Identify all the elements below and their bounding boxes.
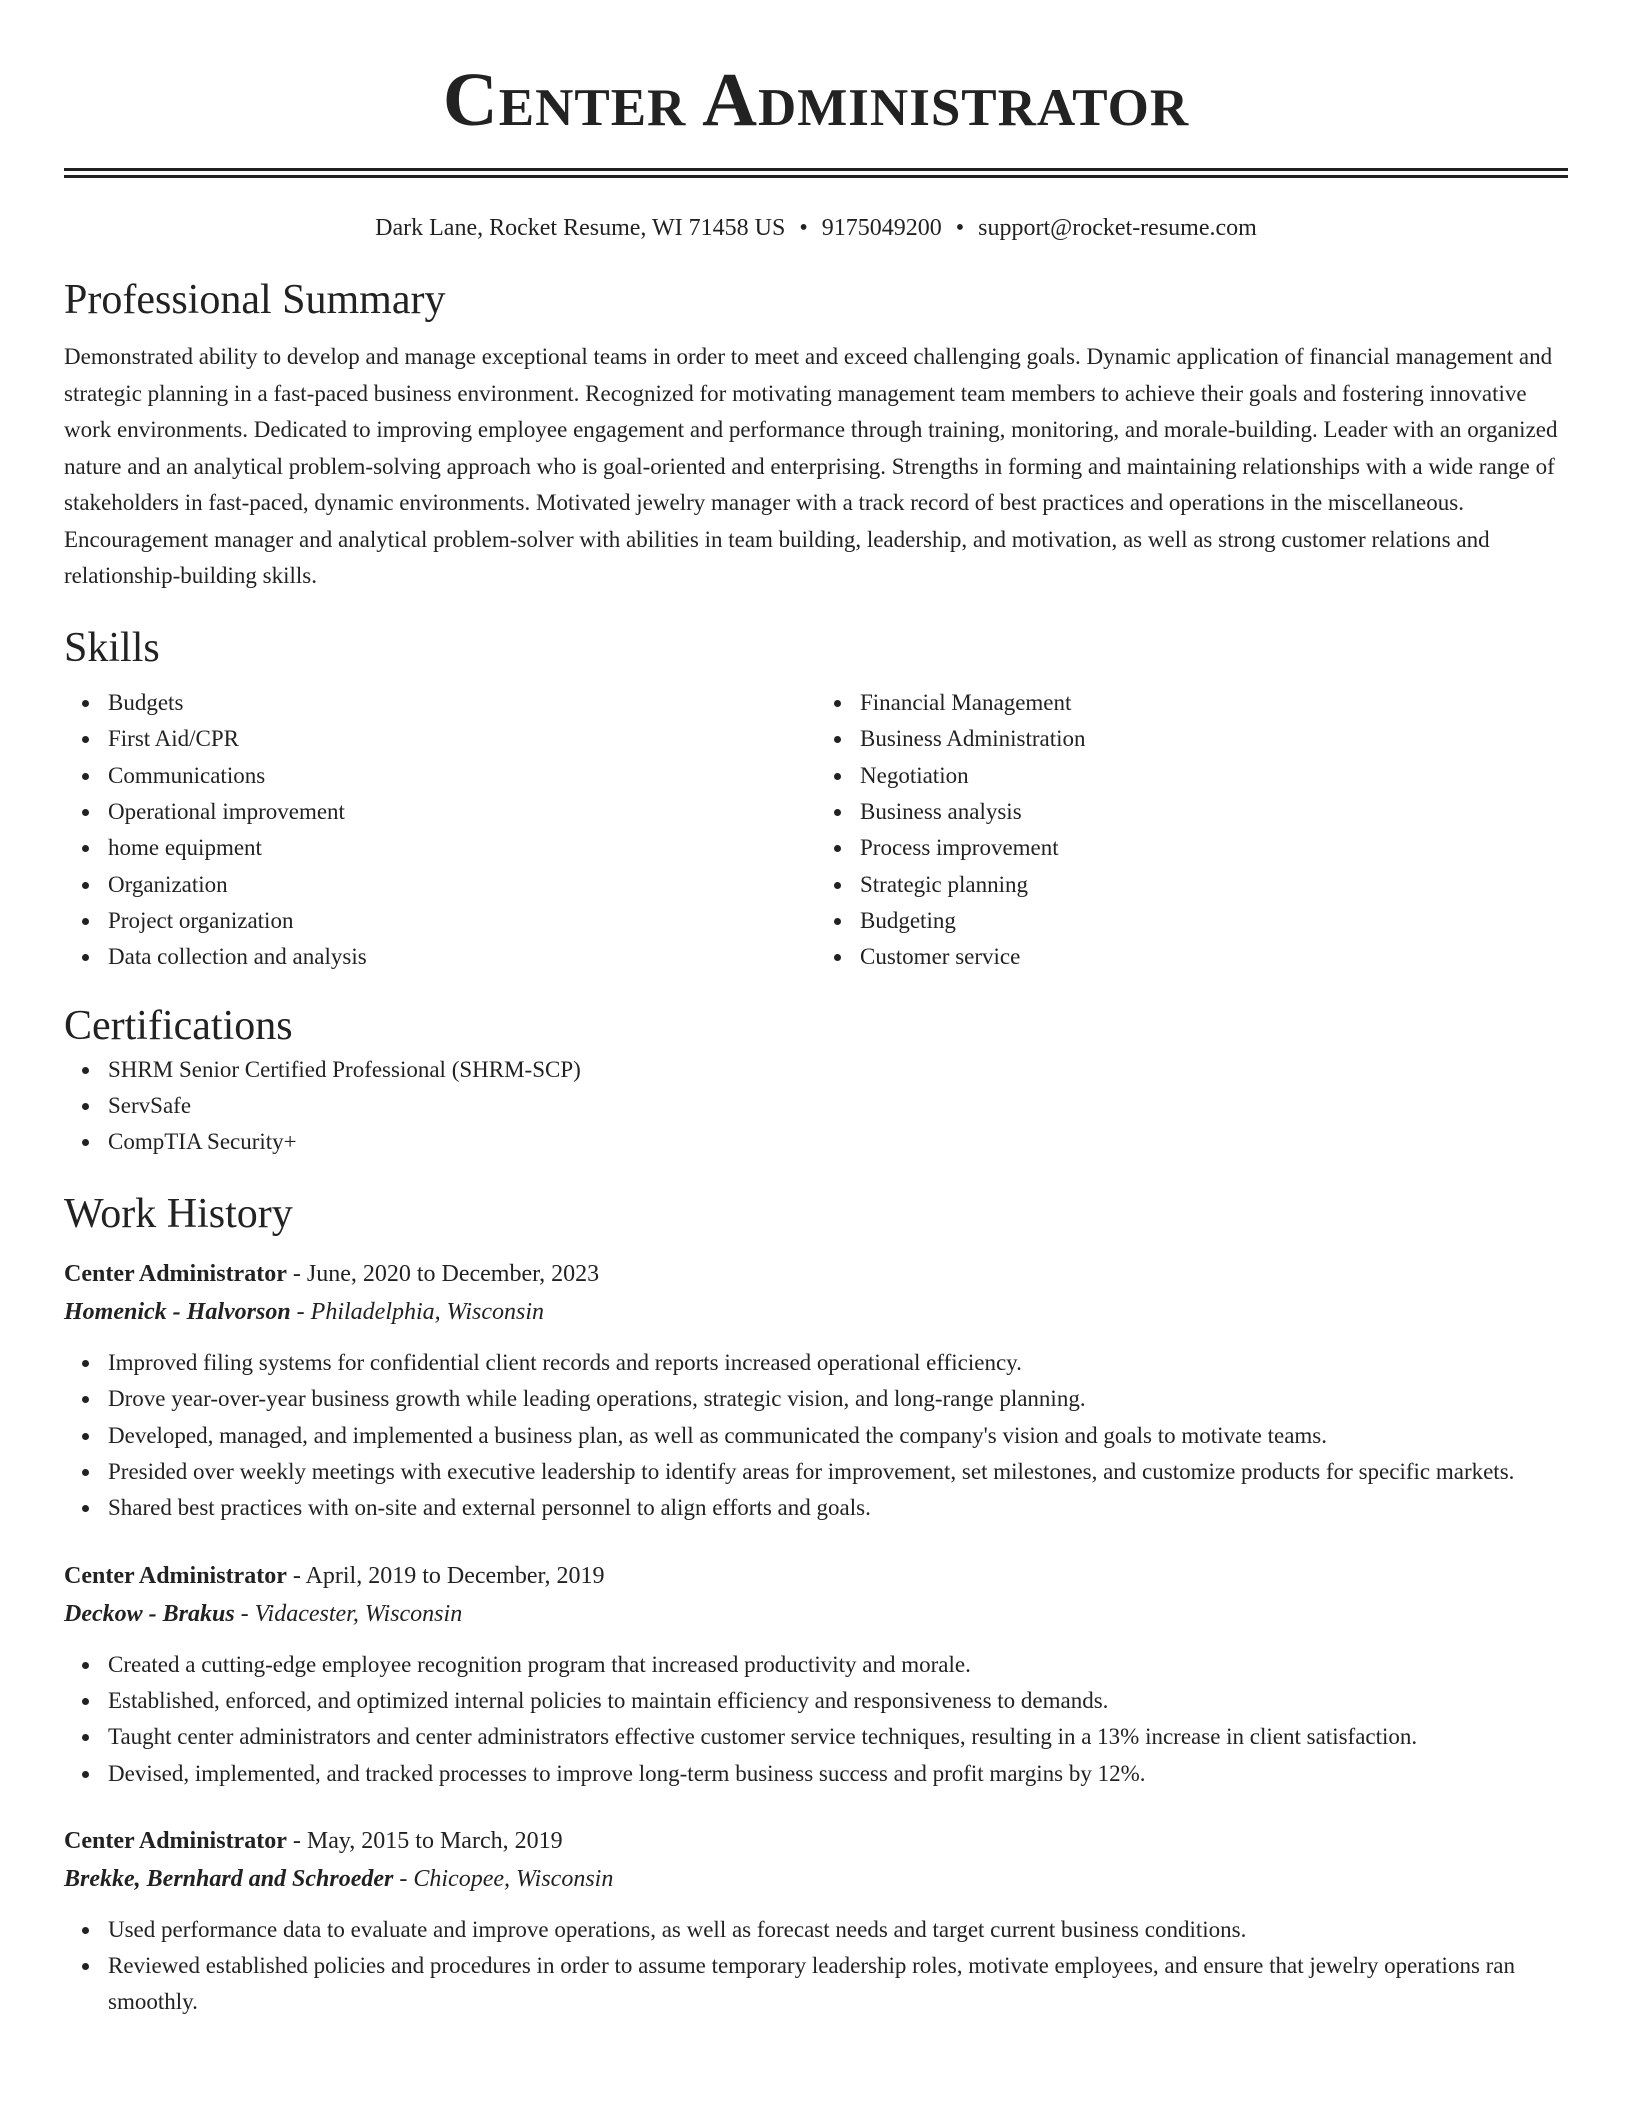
certifications-heading: Certifications [64, 1003, 293, 1050]
job-bullet: Developed, managed, and implemented a business plan, as well as communicated the company's vision and goals to motivate teams. [64, 1418, 1568, 1454]
job-company-line [64, 1293, 1568, 1331]
job-role: Center Administrator [64, 1261, 287, 1288]
skill-item: First Aid/CPR [64, 721, 816, 757]
contact-separator: • [799, 215, 808, 241]
certification-item: CompTIA Security+ [64, 1124, 1568, 1160]
job-company: Homenick - Halvorson [64, 1299, 291, 1326]
job-bullet: Used performance data to evaluate and improve operations, as well as forecast needs and target current business conditions. [64, 1912, 1568, 1948]
job-company: Deckow - Brakus [64, 1600, 235, 1627]
job-title-line [64, 1255, 1568, 1293]
skill-item: Budgets [64, 685, 816, 721]
skill-item: Negotiation [816, 758, 1568, 794]
job-bullet: Devised, implemented, and tracked processes to improve long-term business success and profit margins by 12%. [64, 1756, 1568, 1792]
job-bullet: Reviewed established policies and procedures in order to assume temporary leadership roles, motivate employees, and ensure that jewelry operations ran smoothly. [64, 1948, 1568, 2021]
title-double-rule [64, 168, 1568, 178]
job-location: - Philadelphia, Wisconsin [290, 1299, 544, 1326]
skills-right-list [816, 685, 1568, 975]
certification-item: ServSafe [64, 1088, 1568, 1124]
skills-heading: Skills [64, 624, 160, 671]
job-dates: - April, 2019 to December, 2019 [286, 1562, 605, 1589]
job-bullet: Improved filing systems for confidential client records and reports increased operational efficiency. [64, 1345, 1568, 1381]
job-bullet: Drove year-over-year business growth while leading operations, strategic vision, and long-range planning. [64, 1381, 1568, 1417]
skill-item: Financial Management [816, 685, 1568, 721]
work-history-heading: Work History [64, 1190, 293, 1237]
job-entry [64, 1822, 1568, 2021]
summary-text: Demonstrated ability to develop and manage exceptional teams in order to meet and exceed challenging goals. Dynamic application of financial management and strategic planning in a fast-paced business environment. Recognized for motivating management team members to achieve their goals and fostering innovative work environments. Dedicated to improving employee engagement and performance through training, monitoring, and morale-building. Leader with an organized nature and an analytical problem-solving approach who is goal-oriented and enterprising. Strengths in forming and maintaining relationships with a wide range of stakeholders in fast-paced, dynamic environments. Motivated jewelry manager with a track record of best practices and operations in the miscellaneous. Encouragement manager and analytical problem-solver with abilities in team building, leadership, and motivation, as well as strong customer relations and relationship-building skills. [64, 344, 1558, 589]
contact-separator: • [955, 215, 965, 241]
certification-item: SHRM Senior Certified Professional (SHRM-SCP) [64, 1052, 1568, 1088]
skills-columns [64, 685, 1568, 975]
skill-item: Customer service [816, 939, 1568, 975]
skill-item: Operational improvement [64, 794, 816, 830]
contact-address: Dark Lane, Rocket Resume, WI 71458 US [375, 215, 786, 241]
job-bullet: Presided over weekly meetings with executive leadership to identify areas for improvement, set milestones, and customize products for specific markets. [64, 1454, 1568, 1490]
job-dates: - June, 2020 to December, 2023 [286, 1261, 600, 1288]
job-company-line [64, 1595, 1568, 1633]
job-bullet: Shared best practices with on-site and external personnel to align efforts and goals. [64, 1490, 1568, 1526]
skill-item: Budgeting [816, 903, 1568, 939]
summary-heading: Professional Summary [64, 276, 446, 323]
skill-item: Data collection and analysis [64, 939, 816, 975]
skills-left-list [64, 685, 816, 975]
job-location: - Vidacester, Wisconsin [234, 1600, 463, 1627]
skill-item: Business analysis [816, 794, 1568, 830]
job-title-line [64, 1822, 1568, 1860]
certifications-list [64, 1052, 1568, 1161]
skill-item: home equipment [64, 830, 816, 866]
skill-item: Business Administration [816, 721, 1568, 757]
job-bullets [64, 1647, 1568, 1792]
skill-item: Strategic planning [816, 867, 1568, 903]
job-bullets [64, 1912, 1568, 2021]
resume-title: Center Administrator [442, 58, 1190, 142]
contact-email[interactable]: support@rocket-resume.com [978, 215, 1257, 241]
job-company-line [64, 1860, 1568, 1898]
job-location: - Chicopee, Wisconsin [393, 1865, 614, 1892]
job-role: Center Administrator [64, 1562, 287, 1589]
skill-item: Project organization [64, 903, 816, 939]
skill-item: Organization [64, 867, 816, 903]
job-entry [64, 1557, 1568, 1792]
job-bullet: Established, enforced, and optimized internal policies to maintain efficiency and responsiveness to demands. [64, 1683, 1568, 1719]
job-dates: - May, 2015 to March, 2019 [286, 1827, 563, 1854]
skill-item: Communications [64, 758, 816, 794]
job-company: Brekke, Bernhard and Schroeder [64, 1865, 394, 1892]
skill-item: Process improvement [816, 830, 1568, 866]
job-role: Center Administrator [64, 1827, 287, 1854]
job-bullets [64, 1345, 1568, 1526]
job-title-line [64, 1557, 1568, 1595]
job-bullet: Taught center administrators and center administrators effective customer service techniques, resulting in a 13% increase in client satisfaction. [64, 1719, 1568, 1755]
job-entry [64, 1255, 1568, 1526]
contact-line [64, 214, 1568, 243]
job-bullet: Created a cutting-edge employee recognition program that increased productivity and morale. [64, 1647, 1568, 1683]
contact-phone: 9175049200 [821, 215, 942, 241]
